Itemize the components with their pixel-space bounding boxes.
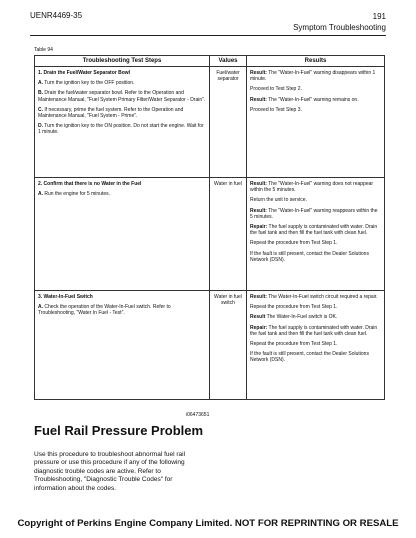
result-text: The "Water-In-Fuel" warning disappears within 1 minute.: [250, 70, 376, 83]
result-keyword: Repair:: [250, 224, 268, 231]
result-entry: [250, 314, 381, 320]
header-rule: [30, 35, 386, 36]
result-text: The fuel supply is contaminated with water. Drain the fuel tank and then fill the fuel tank with clean fuel.: [250, 324, 378, 337]
step-text: Turn the ignition key to the ON position. Do not start the engine. Wait for 1 minute.: [38, 123, 204, 136]
result-entry: [250, 97, 381, 103]
result-entry: [250, 294, 381, 300]
table-row: [35, 291, 385, 400]
result-entry: [250, 70, 381, 82]
result-entry: [250, 197, 381, 203]
result-keyword: Result:: [250, 181, 267, 187]
section-title: Fuel Rail Pressure Problem: [34, 423, 204, 438]
step-item: [38, 90, 206, 102]
result-entry: [250, 181, 381, 193]
step-item: [38, 80, 206, 86]
result-text: The Water-In-Fuel switch is OK.: [265, 314, 338, 321]
result-cell: [247, 67, 385, 178]
column-header-steps: Troubleshooting Test Steps: [35, 56, 210, 67]
result-text: Proceed to Test Step 3.: [250, 106, 302, 113]
step-letter: A.: [38, 304, 43, 311]
intro-paragraph: Use this procedure to troubleshoot abnormal fuel rail pressure or use this procedure if any of the following diagnostic trouble codes are active. Refer to Troubleshooting, "Diagnostic Trouble Codes" for information about the codes.: [34, 451, 186, 492]
result-keyword: Result:: [250, 294, 267, 300]
table-row: [35, 67, 385, 178]
copyright-footer: Copyright of Perkins Engine Company Limited. NOT FOR REPRINTING OR RESALE: [17, 518, 399, 529]
result-entry: [250, 240, 381, 246]
step-text: Run the engine for 5 minutes.: [43, 191, 110, 198]
step-cell: [35, 67, 210, 178]
result-keyword: Result: [250, 314, 266, 321]
result-keyword: Result:: [250, 96, 267, 103]
page-header-right: [293, 11, 386, 33]
result-text: If the fault is still present, contact the Dealer Solutions Network (DSN).: [250, 351, 369, 364]
column-header-results: Results: [247, 56, 385, 67]
step-cell: [35, 291, 210, 400]
result-text: Return the unit to service.: [250, 197, 307, 204]
step-title: 3. Water-In-Fuel Switch: [38, 294, 93, 300]
step-cell: [35, 178, 210, 291]
result-cell: [247, 178, 385, 291]
result-text: Repeat the procedure from Test Step 1.: [250, 304, 338, 311]
step-text: Turn the ignition key to the OFF position.: [43, 80, 135, 87]
step-letter: D.: [38, 123, 43, 130]
result-entry: [250, 107, 381, 113]
result-cell: [247, 291, 385, 400]
result-text: Proceed to Test Step 2.: [250, 86, 302, 93]
result-text: The "Water-In-Fuel" warning does not reappear within the 5 minutes.: [250, 181, 374, 194]
step-letter: C.: [38, 106, 43, 113]
column-header-values: Values: [210, 56, 247, 67]
step-title: 2. Confirm that there is no Water in the Fuel: [38, 181, 142, 187]
result-entry: [250, 304, 381, 310]
result-entry: [250, 86, 381, 92]
step-text: Check the operation of the Water-In-Fuel switch. Refer to Troubleshooting, "Water In Fuel - Test".: [38, 304, 171, 317]
result-text: The Water-In-Fuel switch circuit required a repair.: [266, 294, 378, 300]
troubleshooting-table: [34, 55, 385, 400]
table-header-row: [35, 56, 385, 67]
result-text: The "Water-In-Fuel" warning reappears within the 5 minutes.: [250, 207, 378, 220]
step-item: [38, 191, 206, 197]
result-text: Repeat the procedure from Test Step 1.: [250, 341, 338, 348]
result-text: The fuel supply is contaminated with water. Drain the fuel tank and then fill the fuel tank with clean fuel.: [250, 224, 378, 237]
result-entry: [250, 251, 381, 263]
figure-id: i06473651: [186, 412, 210, 418]
result-keyword: Result:: [250, 70, 267, 76]
result-keyword: Repair:: [250, 324, 268, 331]
page-number: 191: [372, 12, 386, 21]
value-cell: Water in fuel switch: [210, 291, 247, 400]
step-text: Drain the fuel/water separator bowl. Refer to the Operation and Maintenance Manual, "Fuel System Primary Filter/Water Separator - Drain".: [38, 90, 206, 103]
value-cell: Water in fuel: [210, 178, 247, 291]
result-entry: [250, 325, 381, 337]
result-text: If the fault is still present, contact the Dealer Solutions Network (DSN).: [250, 250, 369, 263]
table-row: [35, 178, 385, 291]
step-item: [38, 123, 206, 135]
result-text: The "Water-In-Fuel" warning remains on.: [266, 96, 359, 103]
section-name: Symptom Troubleshooting: [293, 23, 386, 32]
document-id: UENR4469-35: [30, 11, 83, 20]
result-entry: [250, 224, 381, 236]
table-label: Table 94: [34, 47, 53, 53]
result-entry: [250, 341, 381, 347]
step-title: 1. Drain the Fuel/Water Separator Bowl: [38, 70, 131, 76]
value-cell: Fuel/water separator: [210, 67, 247, 178]
result-keyword: Result:: [250, 207, 267, 214]
step-item: [38, 304, 206, 316]
result-entry: [250, 208, 381, 220]
step-letter: A.: [38, 80, 43, 87]
step-letter: A.: [38, 191, 43, 198]
step-item: [38, 107, 206, 119]
result-entry: [250, 351, 381, 363]
step-letter: B.: [38, 90, 43, 97]
step-text: If necessary, prime the fuel system. Refer to the Operation and Maintenance Manual, "Fuel System - Prime".: [38, 106, 184, 120]
result-text: Repeat the procedure from Test Step 1.: [250, 240, 338, 247]
